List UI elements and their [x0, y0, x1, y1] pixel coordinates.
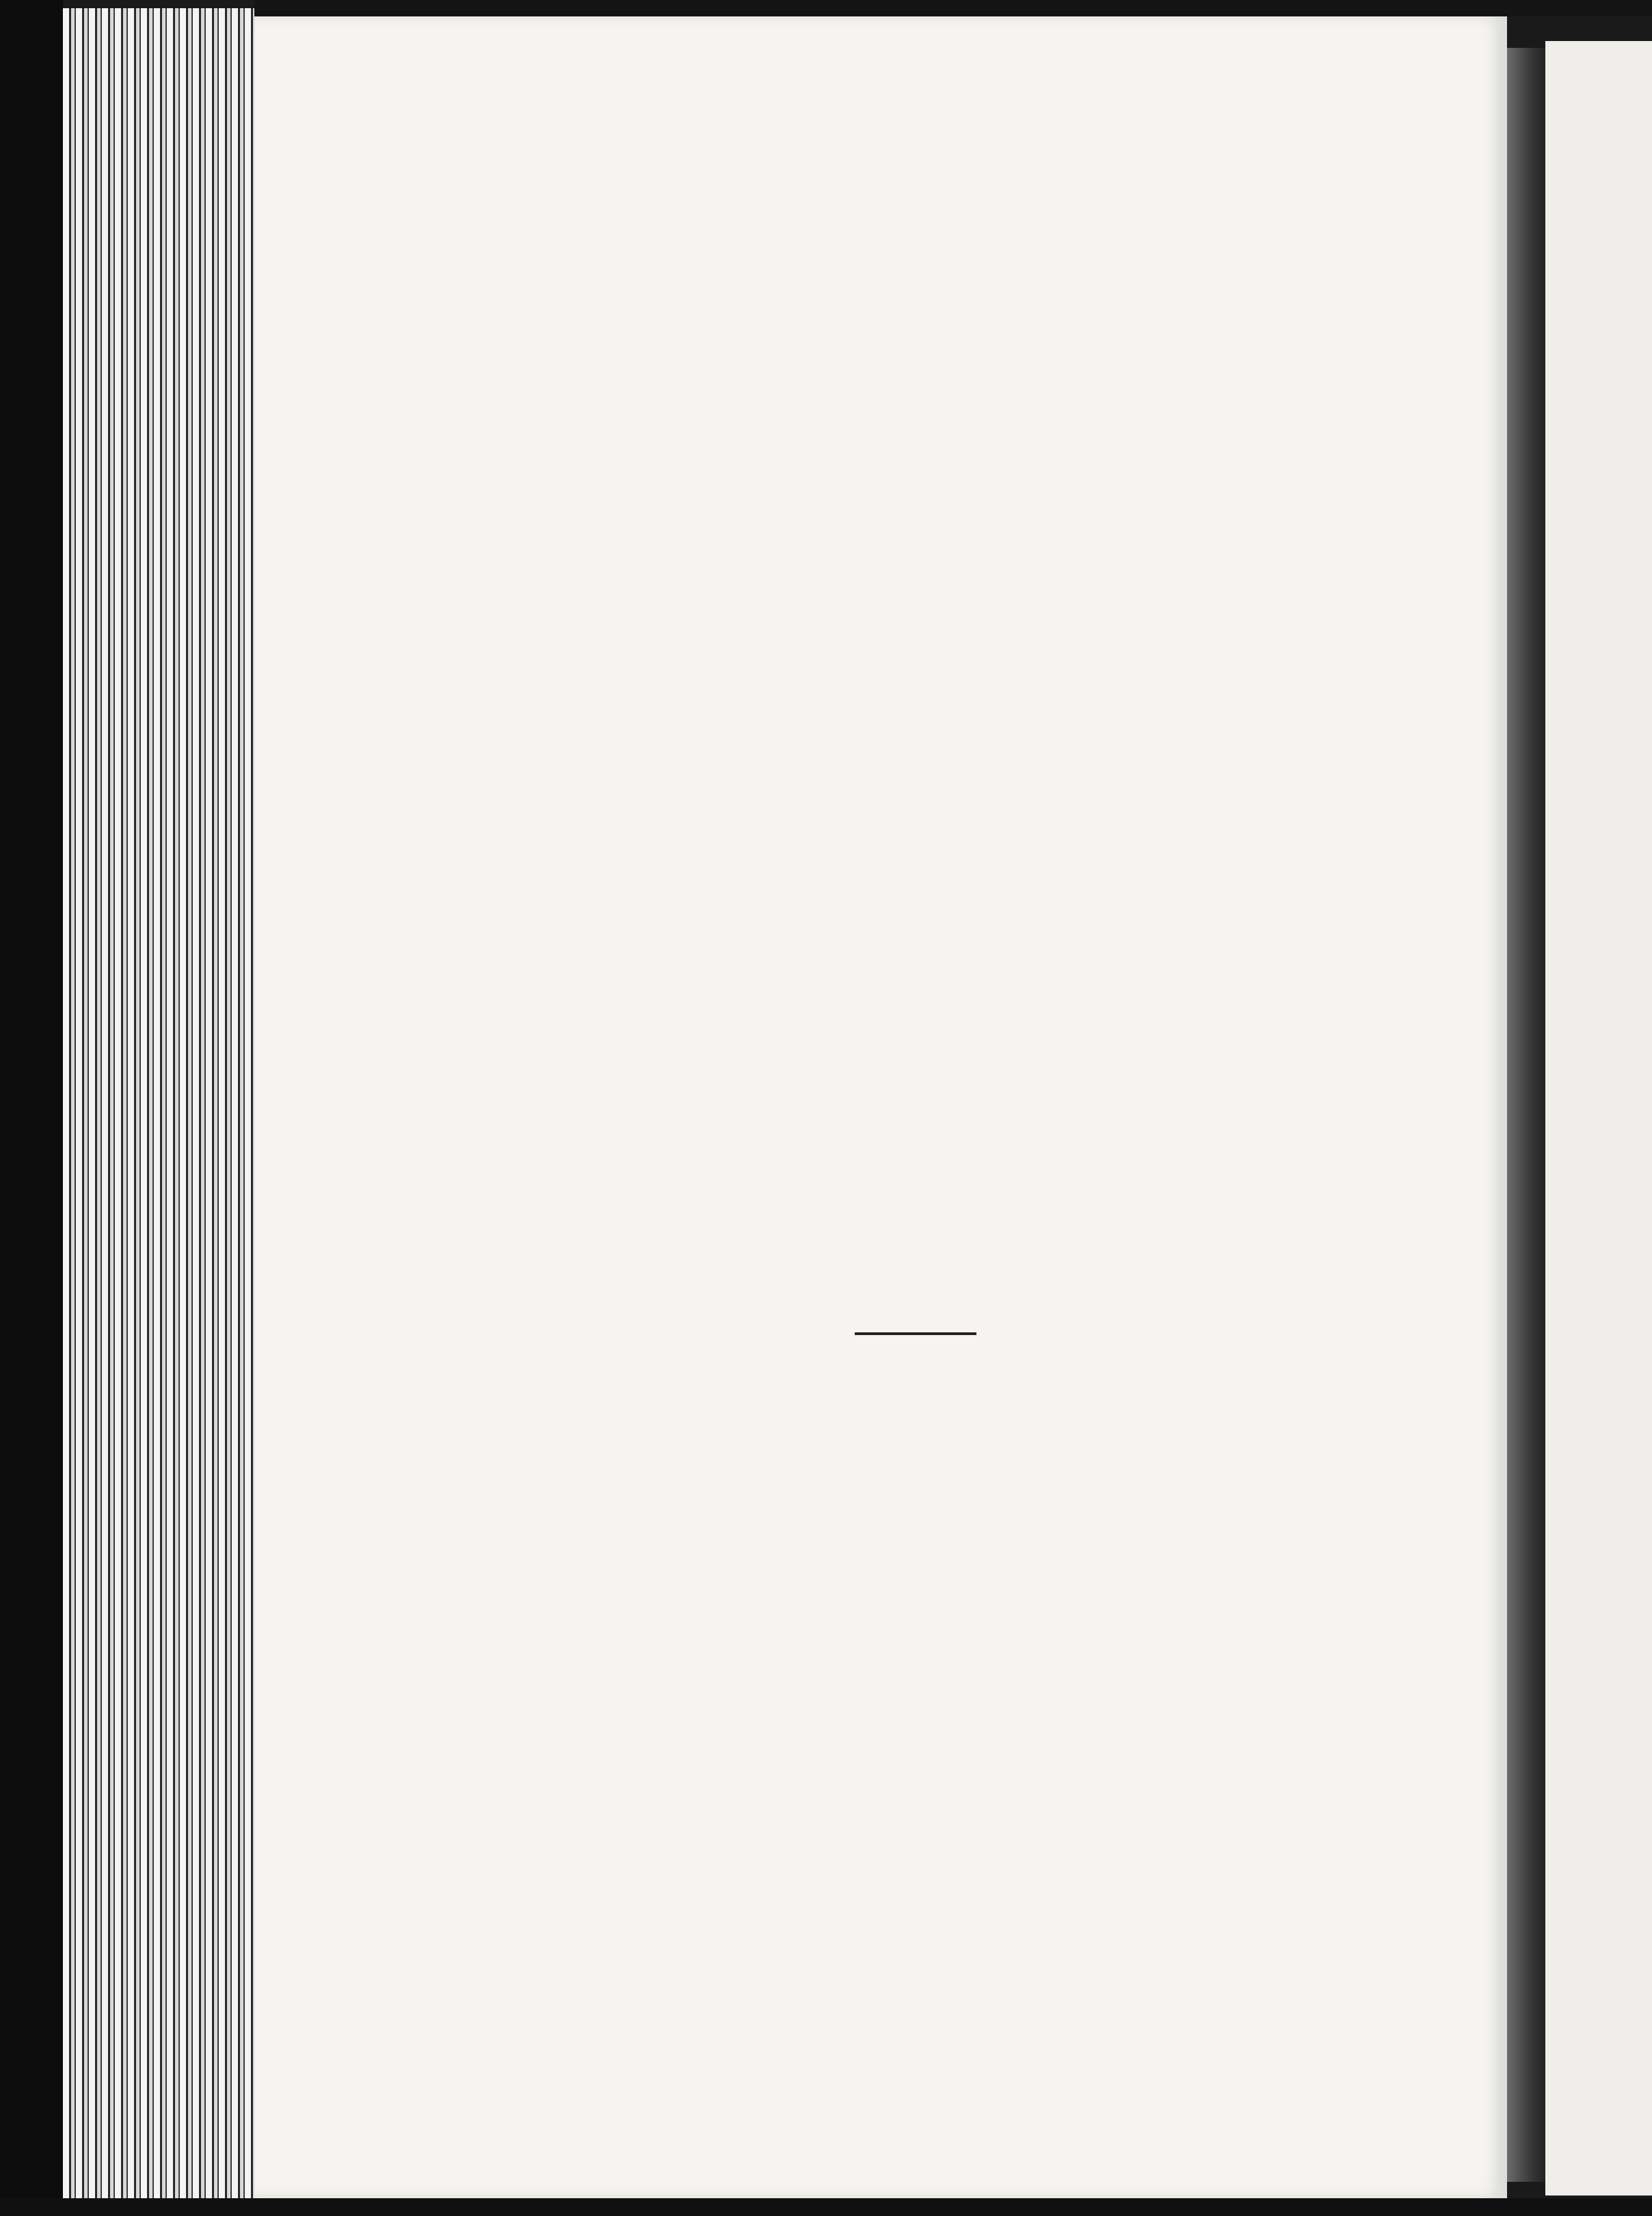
scan-border-bottom — [0, 2198, 1652, 2216]
section-divider — [855, 1332, 976, 1335]
book-gutter — [1507, 48, 1545, 2182]
scan-border-top — [254, 0, 1652, 16]
book-page-edges — [63, 8, 254, 2207]
chapter-opening-line — [410, 1513, 1400, 1556]
opening-line-continuation — [410, 1556, 1400, 1599]
facing-page-fragment — [1545, 41, 1652, 2195]
book-page — [254, 16, 1507, 2198]
verse-block-bottom — [410, 1513, 1400, 1599]
scan-border-left — [0, 0, 63, 2216]
running-head — [418, 196, 1403, 237]
